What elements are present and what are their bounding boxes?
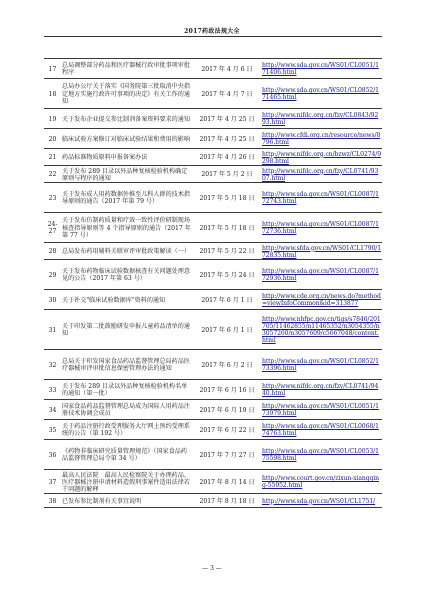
table-row bbox=[44, 400, 382, 420]
row-date: 2017 年 4 月 25 日 bbox=[193, 109, 261, 129]
row-date: 2017 年 6 月 1 日 bbox=[193, 290, 261, 310]
row-date: 2017 年 4 月 7 日 bbox=[193, 79, 261, 109]
row-number: 21 bbox=[44, 149, 61, 166]
row-number: 37 bbox=[44, 470, 61, 494]
row-url-link[interactable]: http://www.sda.gov.cn/WS01/CL0053/175598.html bbox=[261, 440, 382, 470]
table-row bbox=[44, 440, 382, 470]
row-url-link[interactable]: http://www.sda.gov.cn/WS01/CL1751/ bbox=[261, 494, 382, 508]
row-date: 2017 年 7 月 27 日 bbox=[193, 440, 261, 470]
table-row bbox=[44, 59, 382, 79]
row-url-link[interactable]: http://www.sfda.gov.cn/WS01/CL1790/172835.html bbox=[261, 243, 382, 260]
row-date: 2017 年 6 月 2 日 bbox=[193, 350, 261, 380]
row-number: 29 bbox=[44, 260, 61, 290]
regulation-table bbox=[44, 58, 382, 508]
row-url-link[interactable]: http://www.nhfpc.gov.cn/tigs/s7846/201705/11462855/n11465352/n3054355/n3057260/n3057609/c5667048/content.html bbox=[261, 310, 382, 350]
row-date: 2017 年 5 月 18 日 bbox=[193, 213, 261, 243]
row-date: 2017 年 6 月 16 日 bbox=[193, 380, 261, 400]
row-number: 20 bbox=[44, 129, 61, 149]
row-url-link[interactable]: http://www.sda.gov.cn/WS01/CL0051/173979.html bbox=[261, 400, 382, 420]
table-row bbox=[44, 470, 382, 494]
row-title: 总局调整部分药品和医疗器械行政审批事项审批程序 bbox=[61, 59, 193, 79]
row-number: 22 bbox=[44, 166, 61, 183]
table-row bbox=[44, 380, 382, 400]
row-url-link[interactable]: http://www.cde.org.cn/news.do?method=viewInfoCommon&id=313877 bbox=[261, 290, 382, 310]
row-date: 2017 年 4 月 26 日 bbox=[193, 149, 261, 166]
row-title: 总局关于印发国家食品药品监督管理总局药品医疗器械审评审批信息保密管理办法的通知 bbox=[61, 350, 193, 380]
header-divider bbox=[44, 36, 382, 37]
table-row bbox=[44, 350, 382, 380]
row-title: 药品标准物质原料申报备案办法 bbox=[61, 149, 193, 166]
row-number: 17 bbox=[44, 59, 61, 79]
table-row bbox=[44, 149, 382, 166]
row-number: 23 bbox=[44, 183, 61, 213]
row-title: 关于发布 289 目录以外品种复核检验机构确定原则与程序的通知 bbox=[61, 166, 193, 183]
row-title: 关于发布企业提交参比制剂备案资料要求的通知 bbox=[61, 109, 193, 129]
row-url-link[interactable]: http://www.nifdc.org.cn/fzy/CL0741/9307.html bbox=[261, 166, 382, 183]
table-row bbox=[44, 129, 382, 149]
row-url-link[interactable]: http://www.cfdi.org.cn/resource/news/8796.html bbox=[261, 129, 382, 149]
row-date: 2017 年 4 月 6 日 bbox=[193, 59, 261, 79]
row-number: 19 bbox=[44, 109, 61, 129]
row-url-link[interactable]: http://www.sda.gov.cn/WS01/CL0087/172743.html bbox=[261, 183, 382, 213]
row-number: 30 bbox=[44, 290, 61, 310]
row-title: 总局发布药用辅料关联审评审批政策解读（一） bbox=[61, 243, 193, 260]
row-title: 关于发布成人用药数据外推至儿科人群的技术指导原则的通告（2017 年第 79 号） bbox=[61, 183, 193, 213]
table-row bbox=[44, 260, 382, 290]
page-header-title: 2017药政法规大全 bbox=[184, 28, 240, 35]
row-title: 临床试验方案修订对临床试验结果和费用的影响 bbox=[61, 129, 193, 149]
table-row bbox=[44, 79, 382, 109]
row-date: 2017 年 4 月 25 日 bbox=[193, 129, 261, 149]
row-number: 18 bbox=[44, 79, 61, 109]
row-title: 总局办公厅关于落实《国务院第三批取消中央指定地方实施行政许可事项的决定》有关工作的通知 bbox=[61, 79, 193, 109]
row-title: 关于印发第二批鼓励研发申报儿童药品清单的通知 bbox=[61, 310, 193, 350]
row-number: 33 bbox=[44, 380, 61, 400]
row-url-link[interactable]: http://www.sda.gov.cn/WS01/CL0051/171406.html bbox=[261, 59, 382, 79]
row-title: 关于发布药物临床试验数据核查有关问题处理意见的公告（2017 年第 63 号） bbox=[61, 260, 193, 290]
row-number: 31 bbox=[44, 310, 61, 350]
row-url-link[interactable]: http://www.sda.gov.cn/WS01/CL0852/171465.html bbox=[261, 79, 382, 109]
row-url-link[interactable]: http://www.sda.gov.cn/WS01/CL0852/173396.html bbox=[261, 350, 382, 380]
table-row bbox=[44, 310, 382, 350]
row-date: 2017 年 5 月 24 日 bbox=[193, 260, 261, 290]
row-date: 2017 年 5 月 18 日 bbox=[193, 183, 261, 213]
row-url-link[interactable]: http://www.nifdc.org.cn/fzy/CL0843/9293.html bbox=[261, 109, 382, 129]
row-date: 2017 年 5 月 2 日 bbox=[193, 166, 261, 183]
table-row bbox=[44, 109, 382, 129]
row-number: 28 bbox=[44, 243, 61, 260]
row-url-link[interactable]: http://www.court.gov.cn/zixun-xiangqing-55952.html bbox=[261, 470, 382, 494]
row-title: 关于补交"临床试验数据库"资料的通知 bbox=[61, 290, 193, 310]
row-date: 2017 年 5 月 22 日 bbox=[193, 243, 261, 260]
table-row bbox=[44, 243, 382, 260]
table-row bbox=[44, 213, 382, 243]
table-row bbox=[44, 183, 382, 213]
row-date: 2017 年 8 月 14 日 bbox=[193, 470, 261, 494]
row-number: 24-27 bbox=[44, 213, 61, 243]
table-row bbox=[44, 494, 382, 508]
row-title: 《药物非临床研究质量管理规范》（国家食品药品监督管理总局令第 34 号） bbox=[61, 440, 193, 470]
row-url-link[interactable]: http://www.nifdc.org.cn/fzy/CL0741/9440.html bbox=[261, 380, 382, 400]
row-number: 36 bbox=[44, 440, 61, 470]
row-number: 34 bbox=[44, 400, 61, 420]
row-date: 2017 年 6 月 19 日 bbox=[193, 400, 261, 420]
row-title: 关于发布仿制药质量和疗效一致性评价研制现场核查指导原则等 4 个指导原则的通告（2017 年第 77 号） bbox=[61, 213, 193, 243]
row-number: 35 bbox=[44, 420, 61, 440]
row-date: 2017 年 6 月 22 日 bbox=[193, 420, 261, 440]
row-title: 最高人民法院 最高人民检察院关于办理药品、医疗器械注册申请材料造假刑事案件适用法律若干问题的解释 bbox=[61, 470, 193, 494]
row-url-link[interactable]: http://www.nifdc.org.cn/bzwz/CL0274/9298.html bbox=[261, 149, 382, 166]
row-url-link[interactable]: http://www.sda.gov.cn/WS01/CL0087/172936.html bbox=[261, 260, 382, 290]
row-title: 已发布参比制剂有关事宜说明 bbox=[61, 494, 193, 508]
row-title: 关于药品注册行政受理服务大厅网上预约受理系统的公告（第 192 号） bbox=[61, 420, 193, 440]
row-date: 2017 年 8 月 18 日 bbox=[193, 494, 261, 508]
table-row bbox=[44, 290, 382, 310]
row-number: 38 bbox=[44, 494, 61, 508]
row-url-link[interactable]: http://www.sda.gov.cn/WS01/CL0087/172736.html bbox=[261, 213, 382, 243]
page-number: — 3 — bbox=[202, 565, 222, 572]
row-date: 2017 年 6 月 1 日 bbox=[193, 310, 261, 350]
row-title: 关于发布 289 目录以外品种复核检验机构名单的通知（第一批） bbox=[61, 380, 193, 400]
table-row bbox=[44, 420, 382, 440]
row-title: 国家食品药品监督管理总局成为国际人用药品注册技术协调会成员 bbox=[61, 400, 193, 420]
table-row bbox=[44, 166, 382, 183]
row-url-link[interactable]: http://www.sda.gov.cn/WS01/CL0068/174763.html bbox=[261, 420, 382, 440]
row-number: 32 bbox=[44, 350, 61, 380]
